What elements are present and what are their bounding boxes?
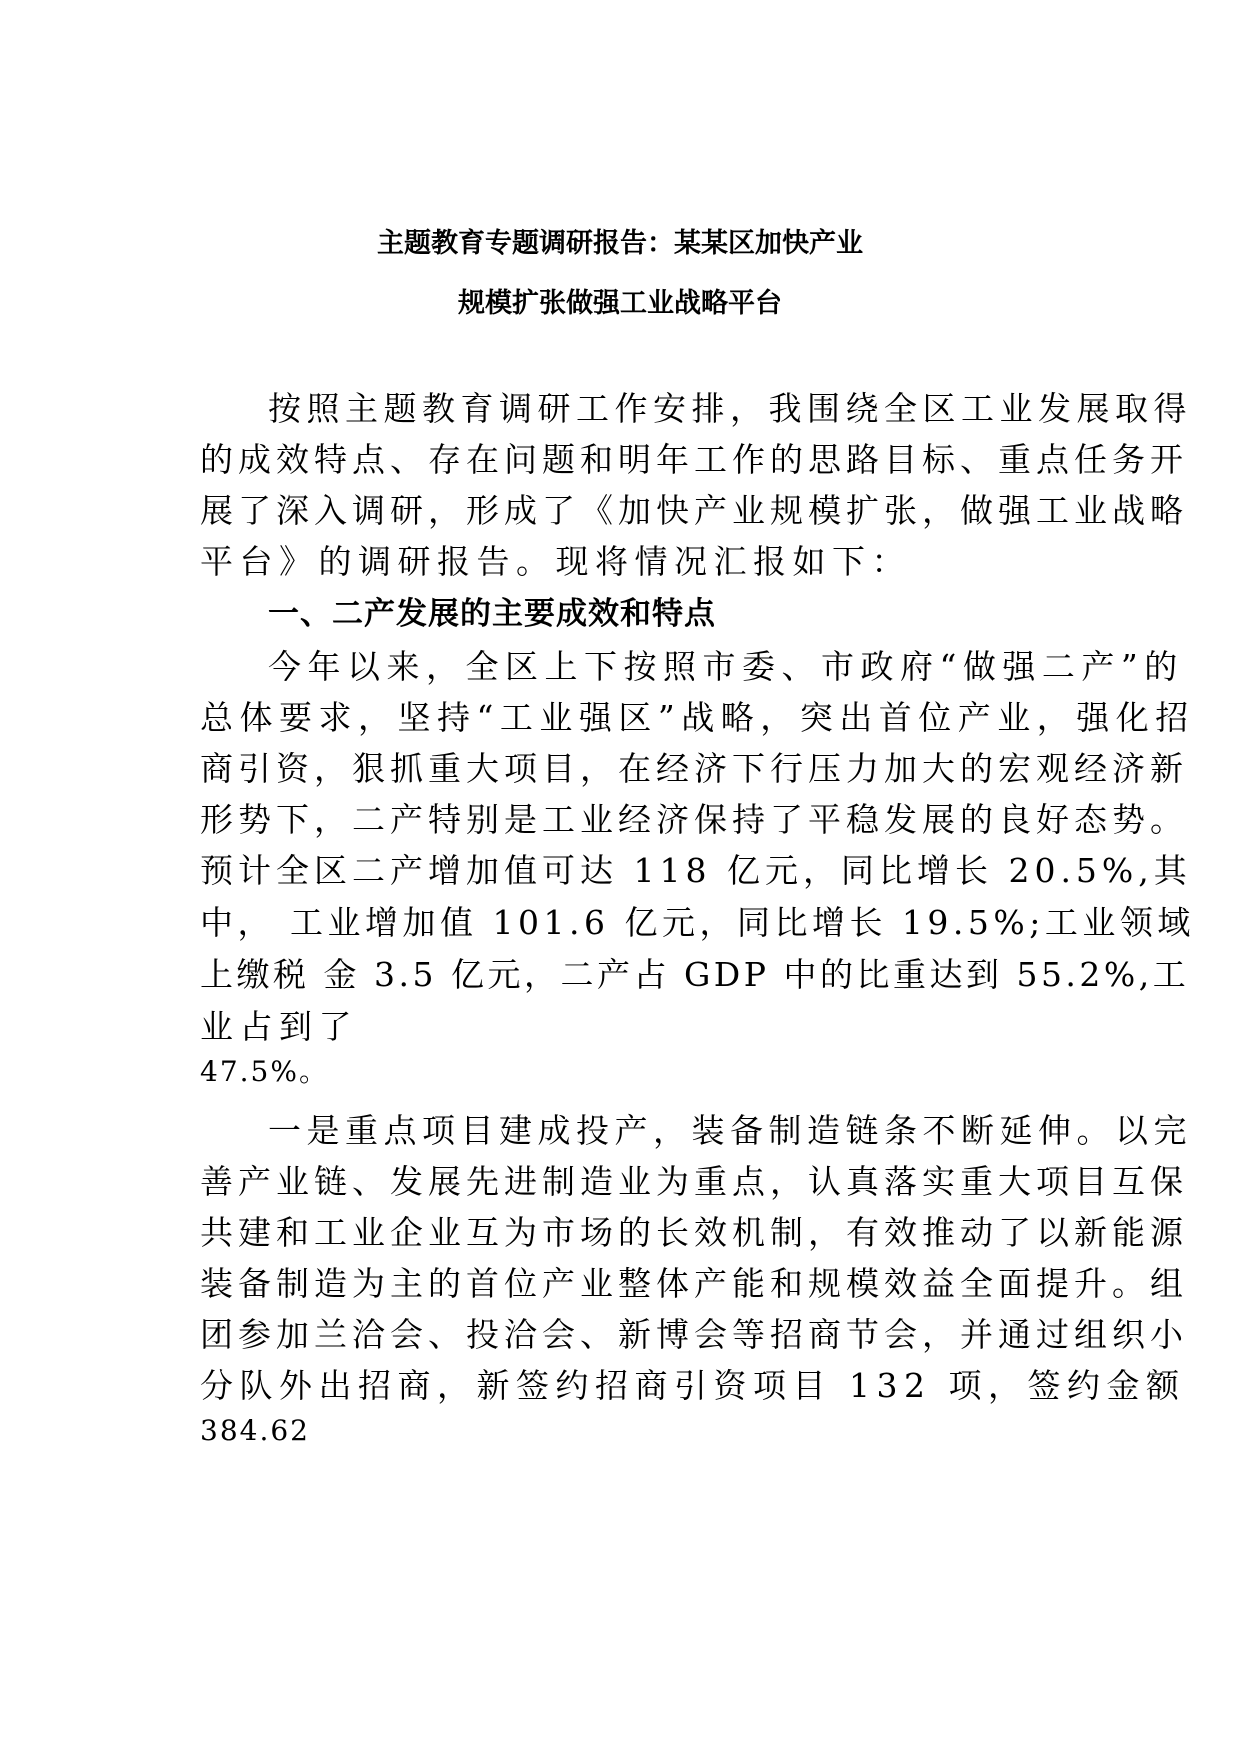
paragraph-line: 业占到了 (200, 1007, 358, 1046)
intro-line: 按照主题教育调研工作安排，我围绕全区工业发展取得 (268, 389, 1192, 428)
paragraph-line: 一是重点项目建成投产，装备制造链条不断延伸。以完 (268, 1111, 1192, 1150)
paragraph-line: 共建和工业企业互为市场的长效机制，有效推动了以新能源 (200, 1213, 1188, 1252)
intro-line: 的成效特点、存在问题和明年工作的思路目标、重点任务开 (200, 440, 1188, 479)
document-title-line-1: 主题教育专题调研报告：某某区加快产业 (377, 228, 863, 259)
paragraph-line: 装备制造为主的首位产业整体产能和规模效益全面提升。组 (200, 1264, 1188, 1303)
paragraph-line: 中， 工业增加值 101.6 亿元，同比增长 19.5%;工业领域 (200, 903, 1195, 942)
paragraph-line: 商引资，狠抓重大项目，在经济下行压力加大的宏观经济新 (200, 749, 1188, 788)
intro-line: 平台》的调研报告。现将情况汇报如下： (200, 542, 911, 581)
paragraph-line: 今年以来，全区上下按照市委、市政府“做强二产”的 (268, 647, 1184, 686)
paragraph-line: 预计全区二产增加值可达 118 亿元，同比增长 20.5%,其 (200, 851, 1192, 890)
paragraph-line: 384.62 (200, 1414, 310, 1447)
paragraph-line: 总体要求，坚持“工业强区”战略，突出首位产业，强化招 (200, 698, 1195, 737)
document-title-line-2: 规模扩张做强工业战略平台 (458, 288, 782, 319)
paragraph-line: 上缴税 金 3.5 亿元，二产占 GDP 中的比重达到 55.2%,工 (200, 955, 1190, 994)
paragraph-line: 形势下，二产特别是工业经济保持了平稳发展的良好态势。 (200, 800, 1188, 839)
paragraph-line: 分队外出招商，新签约招商引资项目 132 项，签约金额 (200, 1366, 1186, 1405)
paragraph-line: 47.5%。 (200, 1055, 329, 1088)
paragraph-line: 善产业链、发展先进制造业为重点，认真落实重大项目互保 (200, 1162, 1188, 1201)
section-heading: 一、二产发展的主要成效和特点 (268, 596, 716, 632)
paragraph-line: 团参加兰洽会、投洽会、新博会等招商节会，并通过组织小 (200, 1315, 1188, 1354)
intro-line: 展了深入调研，形成了《加快产业规模扩张，做强工业战略 (200, 491, 1188, 530)
